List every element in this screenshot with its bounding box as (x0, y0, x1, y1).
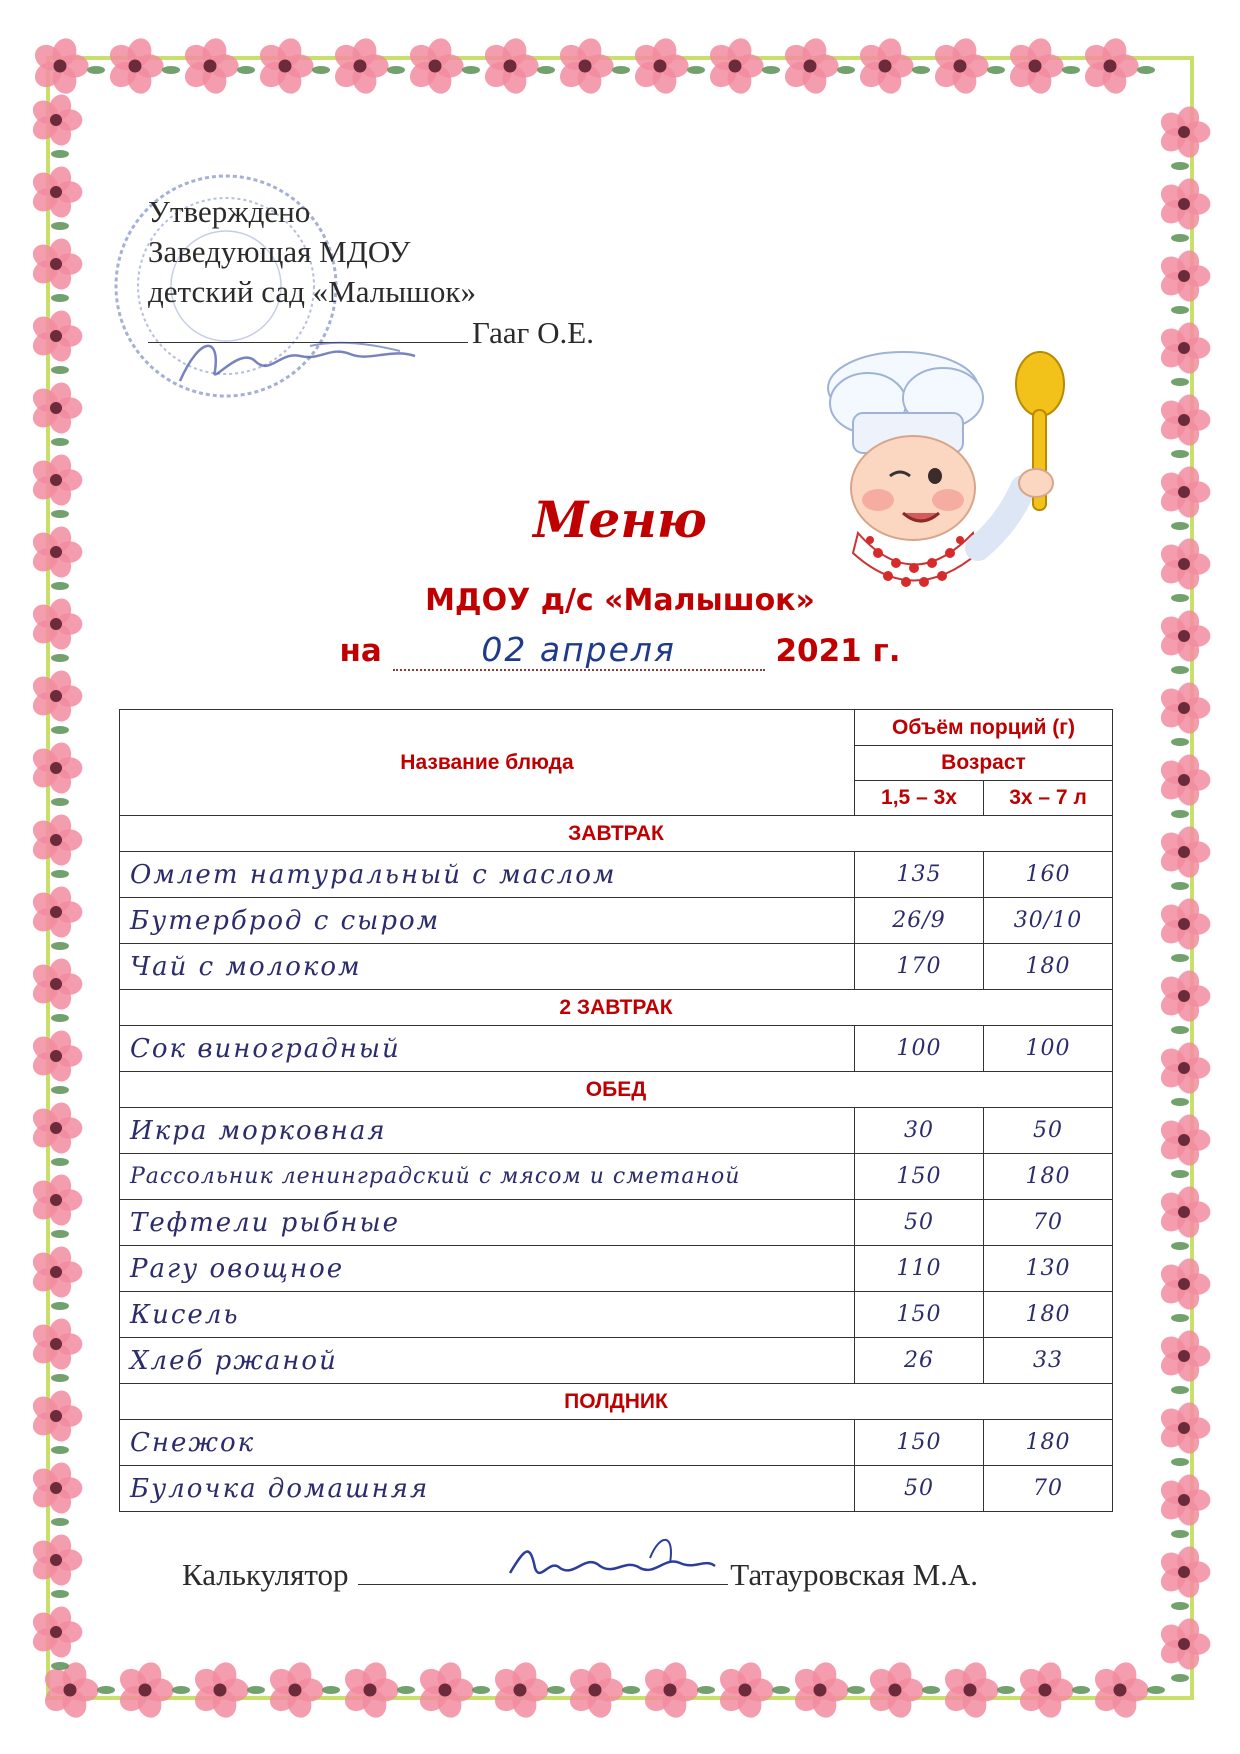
dish-name: Кисель (120, 1292, 855, 1338)
flower-icon (28, 308, 82, 365)
flower-icon (28, 812, 82, 869)
flower-icon (265, 1659, 324, 1721)
dish-name: Сок виноградный (120, 1026, 855, 1072)
date-prefix: на (339, 633, 382, 669)
leaf-icon (922, 1686, 940, 1694)
flower-icon (1156, 752, 1210, 809)
dish-row (120, 1200, 1113, 1246)
portion-age-group-2: 180 (984, 1420, 1113, 1466)
calculator-name: Татауровская М.А. (730, 1557, 979, 1592)
leaf-icon (51, 798, 69, 806)
leaf-icon (1171, 378, 1189, 386)
dish-name: Рагу овощное (120, 1246, 855, 1292)
portion-age-group-1: 26/9 (855, 898, 984, 944)
dish-row (120, 1154, 1113, 1200)
flower-icon (1156, 896, 1210, 953)
leaf-icon (51, 1014, 69, 1022)
portion-age-group-2: 180 (984, 944, 1113, 990)
leaf-icon (51, 726, 69, 734)
portion-age-group-2: 130 (984, 1246, 1113, 1292)
flower-icon (330, 35, 389, 97)
flower-icon (255, 35, 314, 97)
portion-age-group-1: 100 (855, 1026, 984, 1072)
portion-age-group-1: 30 (855, 1108, 984, 1154)
leaf-icon (1171, 1026, 1189, 1034)
leaf-icon (51, 222, 69, 230)
leaf-icon (1171, 234, 1189, 242)
dish-row (120, 1466, 1113, 1512)
leaf-icon (51, 1590, 69, 1598)
flower-icon (28, 1604, 82, 1661)
flower-icon (190, 1659, 249, 1721)
portion-age-group-1: 135 (855, 852, 984, 898)
flower-icon (1156, 1616, 1210, 1673)
leaf-icon (51, 1086, 69, 1094)
flower-icon (105, 35, 164, 97)
leaf-icon (51, 1446, 69, 1454)
approval-title: Утверждено (148, 194, 311, 229)
flower-icon (1015, 1659, 1074, 1721)
leaf-icon (51, 1302, 69, 1310)
flower-icon (1156, 392, 1210, 449)
dish-row (120, 1420, 1113, 1466)
flower-icon (405, 35, 464, 97)
dish-row (120, 1292, 1113, 1338)
leaf-icon (397, 1686, 415, 1694)
leaf-icon (387, 66, 405, 74)
flower-icon (715, 1659, 774, 1721)
leaf-icon (1062, 66, 1080, 74)
flower-icon (1156, 1328, 1210, 1385)
flower-icon (28, 1388, 82, 1445)
portion-age-group-2: 70 (984, 1466, 1113, 1512)
leaf-icon (537, 66, 555, 74)
leaf-icon (1171, 450, 1189, 458)
flower-icon (28, 1028, 82, 1085)
portion-age-group-1: 50 (855, 1466, 984, 1512)
dish-row (120, 852, 1113, 898)
leaf-icon (912, 66, 930, 74)
leaf-icon (51, 150, 69, 158)
flower-icon (930, 35, 989, 97)
flower-icon (1156, 824, 1210, 881)
portion-age-group-1: 50 (855, 1200, 984, 1246)
dish-row (120, 1108, 1113, 1154)
portion-age-group-2: 33 (984, 1338, 1113, 1384)
approval-position: Заведующая МДОУ (148, 234, 411, 269)
flower-icon (28, 1460, 82, 1517)
menu-table (119, 709, 1113, 1512)
leaf-icon (312, 66, 330, 74)
leaf-icon (687, 66, 705, 74)
dish-name: Хлеб ржаной (120, 1338, 855, 1384)
portion-age-group-1: 150 (855, 1154, 984, 1200)
dish-name: Булочка домашняя (120, 1466, 855, 1512)
dish-column-header: Название блюда (120, 710, 855, 816)
dish-row (120, 1246, 1113, 1292)
flower-icon (180, 35, 239, 97)
dish-row (120, 898, 1113, 944)
leaf-icon (772, 1686, 790, 1694)
leaf-icon (1171, 162, 1189, 170)
leaf-icon (1171, 1602, 1189, 1610)
flower-icon (28, 1532, 82, 1589)
portion-age-group-2: 70 (984, 1200, 1113, 1246)
dish-row (120, 1026, 1113, 1072)
volume-column-header: Объём порций (г) (855, 710, 1113, 746)
flower-icon (1156, 1544, 1210, 1601)
flower-icon (28, 1316, 82, 1373)
calculator-role: Калькулятор (182, 1557, 349, 1592)
head-signature (160, 326, 430, 396)
leaf-icon (762, 66, 780, 74)
flower-icon (28, 740, 82, 797)
section-title: ПОЛДНИК (120, 1384, 1113, 1420)
leaf-icon (87, 66, 105, 74)
portion-age-group-1: 150 (855, 1292, 984, 1338)
flower-icon (630, 35, 689, 97)
leaf-icon (1072, 1686, 1090, 1694)
flower-icon (1005, 35, 1064, 97)
leaf-icon (247, 1686, 265, 1694)
flower-icon (1156, 176, 1210, 233)
flower-icon (490, 1659, 549, 1721)
flower-icon (28, 1244, 82, 1301)
flower-icon (1156, 1112, 1210, 1169)
flower-icon (940, 1659, 999, 1721)
dish-row (120, 1338, 1113, 1384)
leaf-icon (997, 1686, 1015, 1694)
leaf-icon (612, 66, 630, 74)
flower-icon (28, 956, 82, 1013)
page-subtitle: МДОУ д/с «Малышок» (425, 583, 815, 618)
leaf-icon (172, 1686, 190, 1694)
leaf-icon (1171, 1386, 1189, 1394)
age-group-1-header: 1,5 – 3х (855, 781, 984, 816)
portion-age-group-1: 150 (855, 1420, 984, 1466)
section-title: ЗАВТРАК (120, 816, 1113, 852)
date-value: 02 апреля (393, 630, 765, 671)
leaf-icon (322, 1686, 340, 1694)
leaf-icon (1147, 1686, 1165, 1694)
leaf-icon (847, 1686, 865, 1694)
flower-icon (780, 35, 839, 97)
section-row (120, 1384, 1113, 1420)
leaf-icon (51, 294, 69, 302)
flower-icon (28, 884, 82, 941)
leaf-icon (162, 66, 180, 74)
leaf-icon (51, 942, 69, 950)
leaf-icon (51, 1662, 69, 1670)
leaf-icon (51, 438, 69, 446)
flower-icon (1156, 1040, 1210, 1097)
leaf-icon (472, 1686, 490, 1694)
flower-icon (865, 1659, 924, 1721)
leaf-icon (987, 66, 1005, 74)
menu-table-body (120, 816, 1113, 1512)
approval-signer: Гааг О.Е. (472, 315, 594, 350)
flower-icon (30, 35, 89, 97)
leaf-icon (97, 1686, 115, 1694)
flower-icon (480, 35, 539, 97)
leaf-icon (1171, 810, 1189, 818)
chef-illustration (808, 348, 1108, 596)
leaf-icon (547, 1686, 565, 1694)
age-column-header: Возраст (855, 746, 1113, 781)
flower-icon (790, 1659, 849, 1721)
dish-name: Рассольник ленинградский с мясом и сметаной (120, 1154, 855, 1200)
dish-name: Бутерброд с сыром (120, 898, 855, 944)
flower-icon (28, 380, 82, 437)
flower-icon (28, 164, 82, 221)
dish-name: Чай с молоком (120, 944, 855, 990)
flower-icon (1090, 1659, 1149, 1721)
flower-icon (555, 35, 614, 97)
flower-icon (415, 1659, 474, 1721)
page-title: Меню (533, 490, 707, 549)
age-group-2-header: 3х – 7 л (984, 781, 1113, 816)
leaf-icon (1171, 306, 1189, 314)
section-title: 2 ЗАВТРАК (120, 990, 1113, 1026)
dish-name: Икра морковная (120, 1108, 855, 1154)
flower-icon (565, 1659, 624, 1721)
date-suffix: 2021 г. (775, 633, 901, 669)
leaf-icon (51, 1158, 69, 1166)
section-row (120, 816, 1113, 852)
flower-icon (28, 1172, 82, 1229)
leaf-icon (837, 66, 855, 74)
leaf-icon (1171, 1170, 1189, 1178)
portion-age-group-2: 180 (984, 1292, 1113, 1338)
flower-icon (1156, 320, 1210, 377)
flower-icon (28, 668, 82, 725)
leaf-icon (622, 1686, 640, 1694)
dish-name: Омлет натуральный с маслом (120, 852, 855, 898)
flower-icon (1156, 1400, 1210, 1457)
leaf-icon (1171, 1674, 1189, 1682)
section-row (120, 990, 1113, 1026)
portion-age-group-1: 170 (855, 944, 984, 990)
portion-age-group-2: 180 (984, 1154, 1113, 1200)
leaf-icon (237, 66, 255, 74)
dish-name: Снежок (120, 1420, 855, 1466)
flower-icon (1156, 1256, 1210, 1313)
leaf-icon (1171, 1530, 1189, 1538)
leaf-icon (1171, 1314, 1189, 1322)
leaf-icon (51, 1374, 69, 1382)
leaf-icon (1171, 1098, 1189, 1106)
portion-age-group-2: 160 (984, 852, 1113, 898)
flower-icon (1156, 968, 1210, 1025)
portion-age-group-1: 26 (855, 1338, 984, 1384)
portion-age-group-1: 110 (855, 1246, 984, 1292)
section-title: ОБЕД (120, 1072, 1113, 1108)
calculator-signature (500, 1528, 720, 1596)
flower-icon (1156, 1472, 1210, 1529)
flower-icon (1156, 680, 1210, 737)
leaf-icon (1171, 882, 1189, 890)
flower-icon (340, 1659, 399, 1721)
flower-icon (28, 1100, 82, 1157)
dish-name: Тефтели рыбные (120, 1200, 855, 1246)
portion-age-group-2: 100 (984, 1026, 1113, 1072)
dish-row (120, 944, 1113, 990)
portion-age-group-2: 50 (984, 1108, 1113, 1154)
leaf-icon (51, 366, 69, 374)
leaf-icon (51, 870, 69, 878)
approval-organization: детский сад «Малышок» (148, 274, 476, 309)
leaf-icon (1171, 954, 1189, 962)
leaf-icon (697, 1686, 715, 1694)
flower-icon (28, 92, 82, 149)
leaf-icon (51, 1230, 69, 1238)
leaf-icon (1171, 1242, 1189, 1250)
leaf-icon (1171, 1458, 1189, 1466)
flower-icon (1156, 1184, 1210, 1241)
leaf-icon (1137, 66, 1155, 74)
flower-icon (1080, 35, 1139, 97)
leaf-icon (1171, 738, 1189, 746)
leaf-icon (51, 1518, 69, 1526)
flower-icon (705, 35, 764, 97)
flower-icon (115, 1659, 174, 1721)
flower-icon (855, 35, 914, 97)
leaf-icon (462, 66, 480, 74)
flower-icon (1156, 104, 1210, 161)
flower-icon (28, 236, 82, 293)
flower-icon (1156, 248, 1210, 305)
section-row (120, 1072, 1113, 1108)
portion-age-group-2: 30/10 (984, 898, 1113, 944)
menu-date-line (0, 630, 1240, 671)
flower-icon (640, 1659, 699, 1721)
